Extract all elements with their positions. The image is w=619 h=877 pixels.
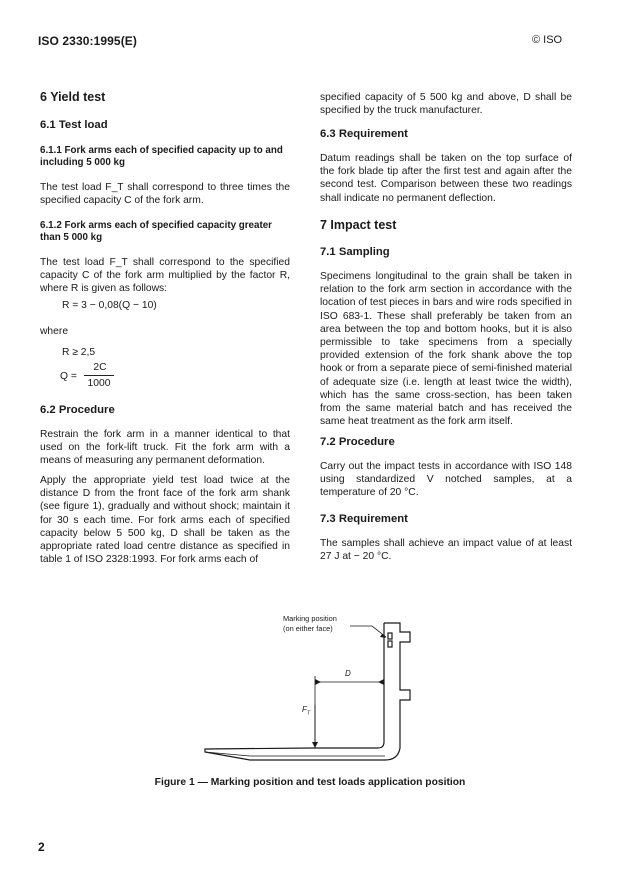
formula-r: R = 3 − 0,08(Q − 10) (62, 300, 157, 311)
formula-q-numerator: 2C (93, 362, 107, 373)
where-label: where (40, 326, 69, 337)
load-arrow-head (312, 742, 318, 748)
section-7-3-title: 7.3 Requirement (320, 513, 408, 525)
formula-r-min: R ≥ 2,5 (62, 347, 96, 358)
continued-text: specified capacity of 5 500 kg and above, D shall be specified by the truck manufacturer. (320, 92, 572, 117)
dimension-d-label: D (345, 669, 351, 678)
section-6-2-paragraph-1: Restrain the fork arm in a manner identical to that used on the fork-lift truck. Fit the fork arm with a means of measuring any permanent deformation. (40, 429, 290, 467)
section-6-2-title: 6.2 Procedure (40, 404, 115, 416)
marking-position-label: Marking position (283, 614, 337, 623)
section-6-title: 6 Yield test (40, 90, 106, 104)
section-7-2-title: 7.2 Procedure (320, 436, 395, 448)
marking-leader-line (350, 626, 386, 637)
section-6-1-1-title: 6.1.1 Fork arms each of specified capacity up to and including 5 000 kg (40, 145, 283, 168)
copyright-mark: © ISO (532, 34, 563, 46)
fork-shank-outline (312, 623, 384, 748)
section-7-2-text: Carry out the impact tests in accordance with ISO 148 using standardized V notched samples, at a temperature of 20 °C. (320, 461, 572, 499)
marking-symbol (388, 633, 392, 639)
formula-q-denominator: 1000 (87, 378, 111, 389)
section-7-title: 7 Impact test (320, 218, 397, 232)
figure-caption: Figure 1 — Marking position and test loads application position (154, 777, 466, 788)
section-6-1-2-text: The test load F_T shall correspond to the specified capacity C of the fork arm multiplied by the factor R, where R is given as follows: (40, 257, 290, 295)
section-6-2-paragraph-2: Apply the appropriate yield test load twice at the distance D from the front face of the fork arm shank (see figure 1), gradually and without shock; maintain it for 30 s each time. For fork arms each of specified capacity below 5 500 kg, D shall be taken as the appropriate rated load centre distance as specified in table 1 of ISO 2328:1993. For fork arms each of (40, 475, 290, 566)
section-6-3-title: 6.3 Requirement (320, 128, 408, 140)
page-number: 2 (38, 840, 45, 854)
marking-position-sublabel: (on either face) (283, 624, 333, 633)
section-6-1-title: 6.1 Test load (40, 119, 108, 131)
formula-q-lhs: Q = (60, 371, 77, 382)
load-ft-label: $F_T$ (302, 705, 311, 717)
section-6-3-text: Datum readings shall be taken on the top surface of the fork blade tip after the first test and again after the second test. Comparison between these two readings shall indicate no permanent deflection. (320, 153, 572, 204)
section-6-1-2-title: 6.1.2 Fork arms each of specified capacity greater than 5 000 kg (40, 220, 272, 243)
section-7-1-title: 7.1 Sampling (320, 246, 390, 258)
section-7-1-text: Specimens longitudinal to the grain shall be taken in relation to the fork arm section in accordance with the location of test pieces in bars and wire rods specified in ISO 683-1. These shall preferably be taken from an area between the top and bottom hooks, but it is also permissible to take specimens from a specially provided extension of the fork shank above the top hook or from a separate piece of semi-finished material of adequate size (i.e. length at least twice the width), which has the same cross-section, has been taken from the same material batch and has received the same heat treatment as the fork arm itself. (320, 271, 572, 428)
section-6-1-1-paragraph: The test load F_T shall correspond to three times the specified capacity C of the fork arm. (40, 182, 290, 207)
section-7-3-text: The samples shall achieve an impact value of at least 27 J at − 20 °C. (320, 538, 572, 563)
document-id: ISO 2330:1995(E) (38, 34, 137, 48)
